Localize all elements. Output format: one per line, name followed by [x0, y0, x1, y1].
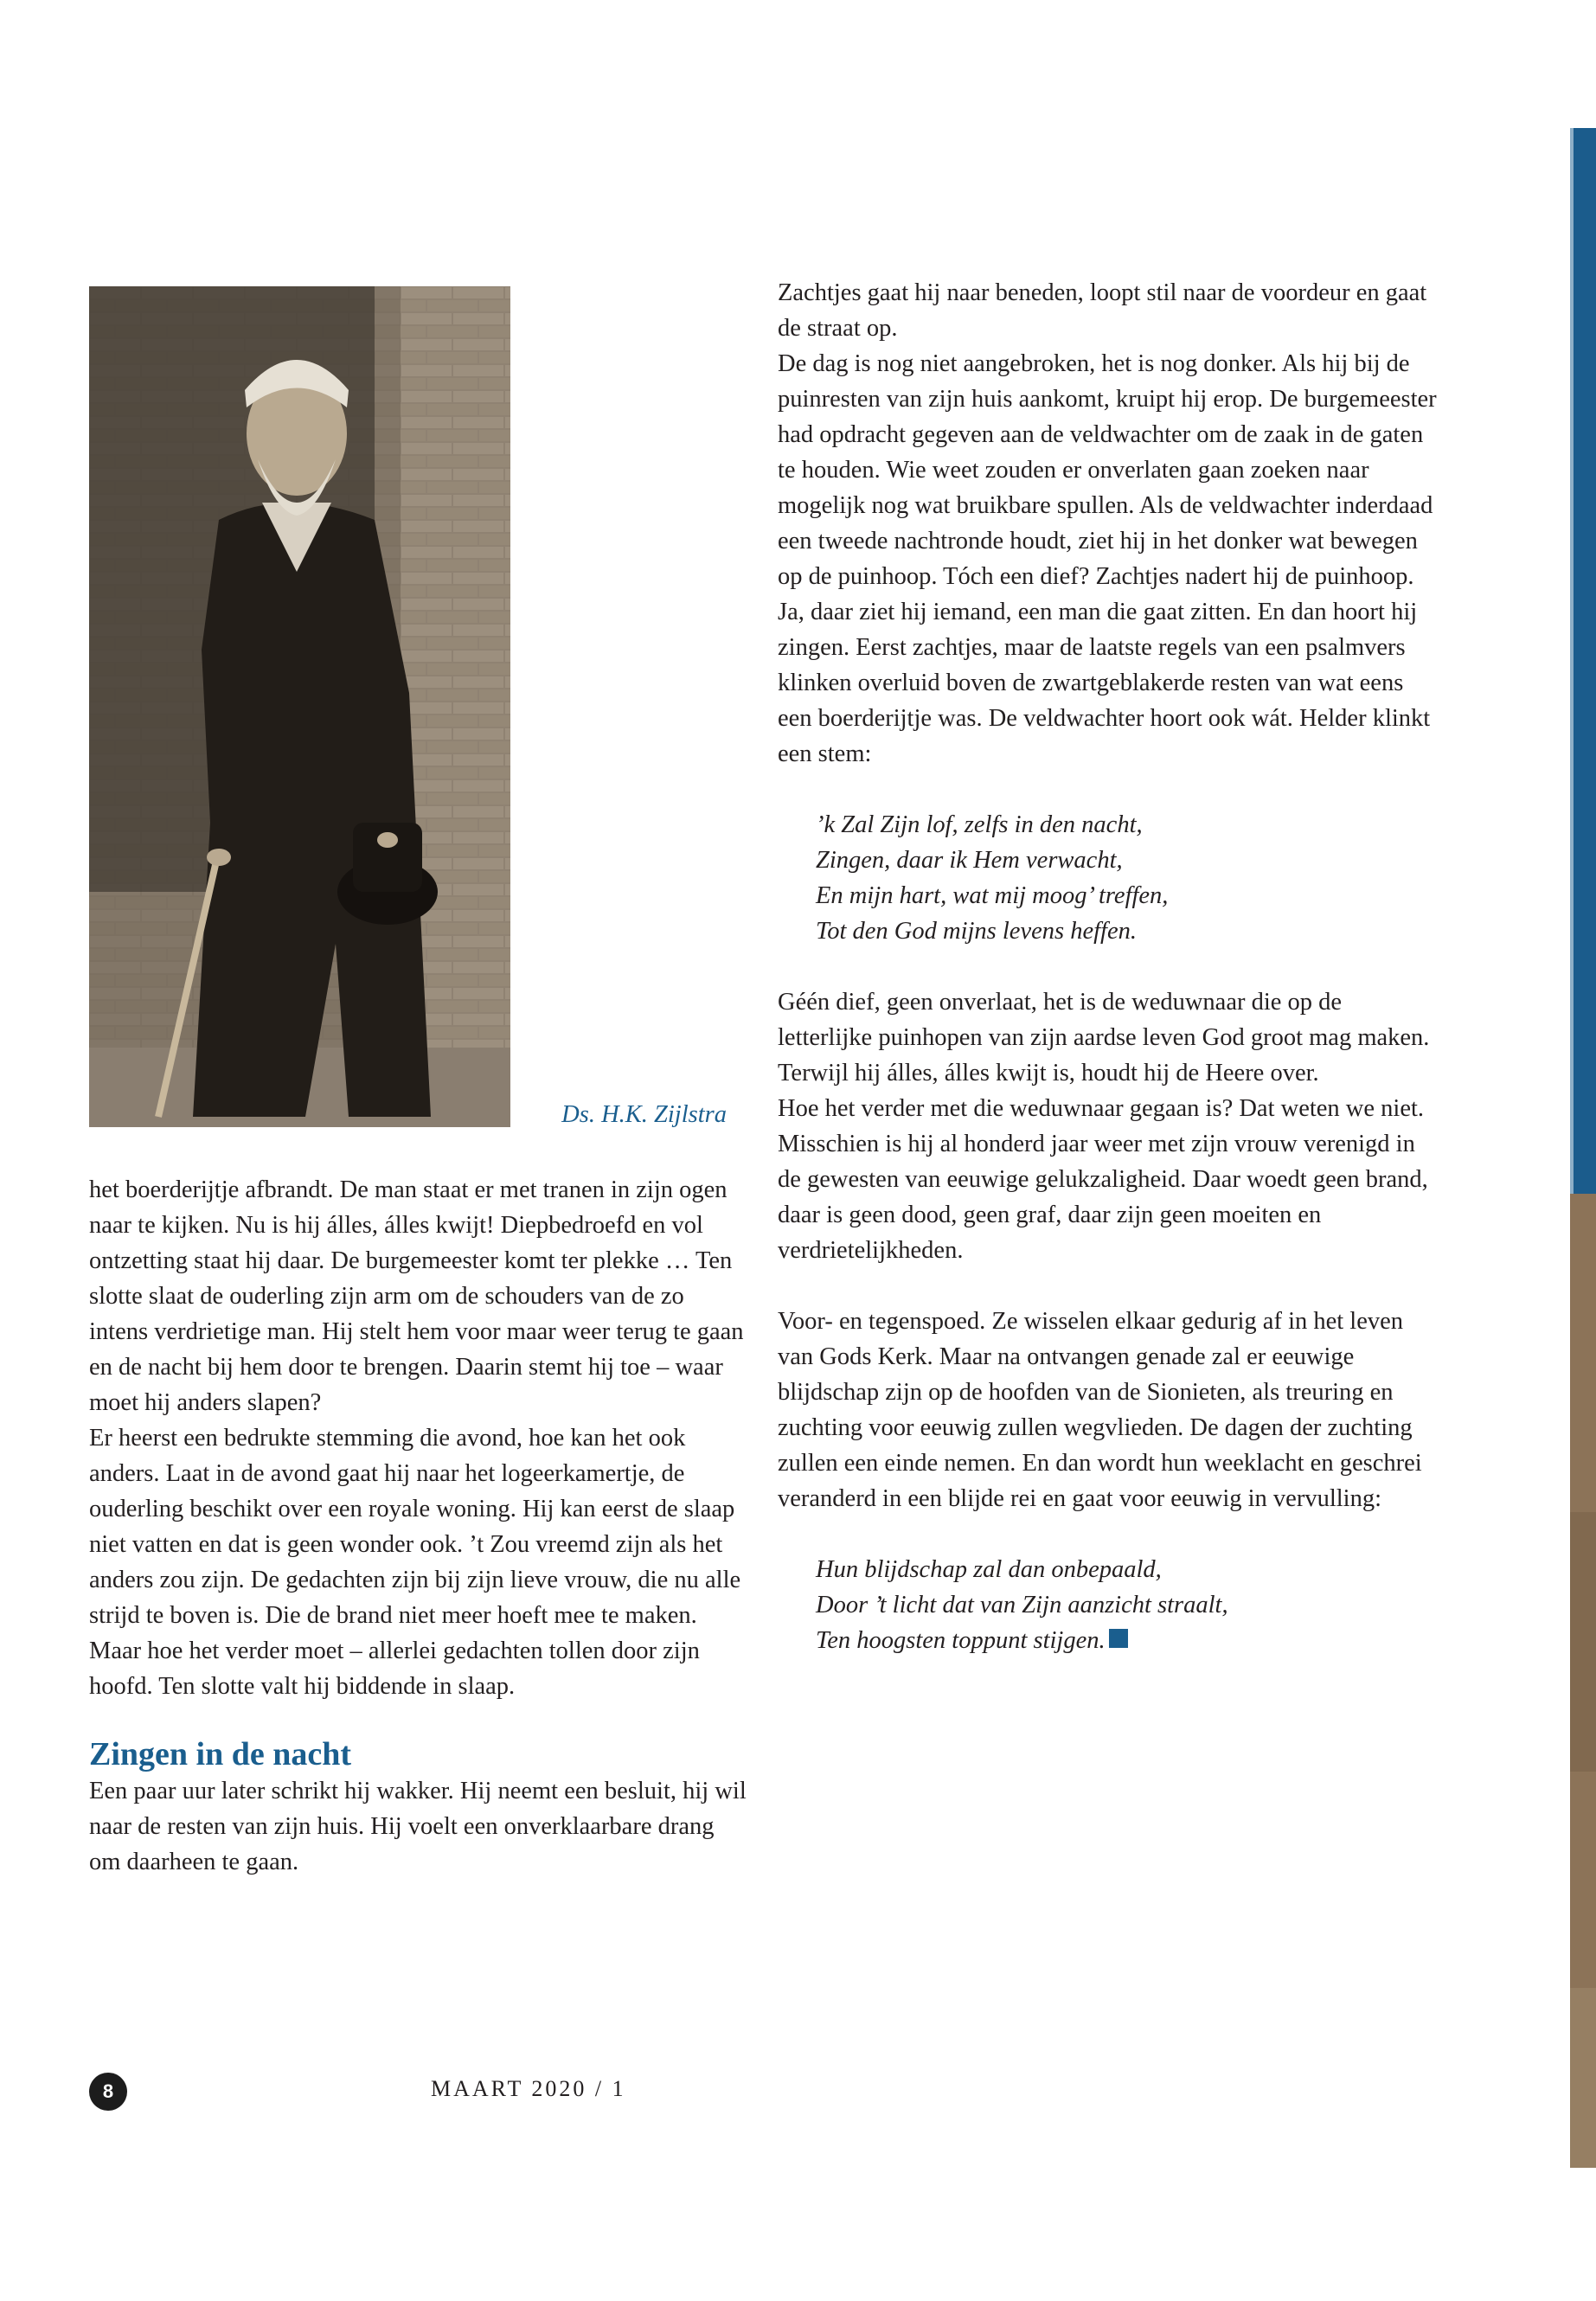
section-subheading: Zingen in de nacht	[89, 1736, 352, 1772]
poem-stanza-2	[778, 1552, 1437, 1658]
right-paragraph-1: Zachtjes gaat hij naar beneden, loopt stil naar de voordeur en gaat de straat op.	[778, 279, 1427, 342]
poem-line: Hun blijdschap zal dan onbepaald,	[816, 1556, 1162, 1583]
issue-label: MAART 2020 / 1	[431, 2076, 626, 2101]
page-edge-strip	[1570, 128, 1596, 2168]
poem-line: Door ’t licht dat van Zijn aanzicht straalt,	[816, 1592, 1228, 1618]
poem-line-text: Ten hoogsten toppunt stijgen.	[816, 1627, 1106, 1654]
right-paragraph-3: Géén dief, geen onverlaat, het is de weduwnaar die op de letterlijke puinhopen van zijn aardse leven God groot mag maken. Terwijl hij álles, álles kwijt is, houdt hij de Heere over.	[778, 989, 1430, 1086]
poem-line: Zingen, daar ik Hem verwacht,	[816, 847, 1123, 874]
left-paragraph-2: Er heerst een bedrukte stemming die avond, hoe kan het ook anders. Laat in de avond gaat hij naar het logeerkamertje, de ouderling beschikt over een royale woning. Hij kan eerst de slaap niet vatten en dat is geen wonder ook. ’t Zou vreemd zijn als het anders zou zijn. De gedachten zijn bij zijn lieve vrouw, die nu alle strijd te boven is. Die de brand niet meer hoeft mee te maken. Maar hoe het verder moet – allerlei gedachten tollen door zijn hoofd. Ten slotte valt hij biddende in slaap.	[89, 1425, 741, 1700]
poem-last-line	[816, 1623, 1437, 1658]
portrait-photo	[89, 286, 510, 1127]
end-mark-square-icon	[1109, 1629, 1128, 1648]
poem-line: Tot den God mijns levens heffen.	[816, 918, 1137, 945]
page-number-badge: 8	[89, 2073, 127, 2111]
left-paragraph-1: het boerderijtje afbrandt. De man staat er met tranen in zijn ogen naar te kijken. Nu is hij álles, álles kwijt! Diepbedroefd en vol ontzetting staat hij daar. De burgemeester komt ter plekke … Ten slotte slaat de ouderling zijn arm om de schouders van de zo intens verdrietige man. Hij stelt hem voor maar weer terug te gaan en de nacht bij hem door te brengen. Daarin stemt hij toe – waar moet hij anders slapen?	[89, 1176, 744, 1416]
photo-caption: Ds. H.K. Zijlstra	[561, 1101, 727, 1128]
portrait-illustration	[89, 286, 510, 1127]
poem-stanza-1	[778, 807, 1437, 949]
poem-line: En mijn hart, wat mij moog’ treffen,	[816, 882, 1169, 909]
left-paragraph-3: Een paar uur later schrikt hij wakker. Hij neemt een besluit, hij wil naar de resten van zijn huis. Hij voelt een onverklaarbare drang om daarheen te gaan.	[89, 1778, 747, 1875]
right-column	[778, 275, 1437, 1658]
right-paragraph-5: Voor- en tegenspoed. Ze wisselen elkaar gedurig af in het leven van Gods Kerk. Maar na ontvangen genade zal er eeuwige blijdschap zijn op de hoofden van de Sionieten, als treuring en zuchting voor eeuwig zullen wegvlieden. De dagen der zuchting zullen een einde nemen. En dan wordt hun weeklacht en geschrei veranderd in een blijde rei en gaat voor eeuwig in vervulling:	[778, 1308, 1422, 1512]
right-paragraph-2: De dag is nog niet aangebroken, het is nog donker. Als hij bij de puinresten van zijn huis aankomt, kruipt hij erop. De burgemeester had opdracht gegeven aan de veldwachter om de zaak in de gaten te houden. Wie weet zouden er onverlaten gaan zoeken naar mogelijk nog wat bruikbare spullen. Als de veldwachter inderdaad een tweede nachtronde houdt, ziet hij in het donker wat bewegen op de puinhoop. Tóch een dief? Zachtjes nadert hij de puinhoop. Ja, daar ziet hij iemand, een man die gaat zitten. En dan hoort hij zingen. Eerst zachtjes, maar de laatste regels van een psalmvers klinken overluid boven de zwartgeblakerde resten van wat eens een boerderijtje was. De veldwachter hoort ook wát. Helder klinkt een stem:	[778, 350, 1437, 767]
poem-line: ’k Zal Zijn lof, zelfs in den nacht,	[816, 811, 1143, 838]
left-column	[89, 1172, 748, 1880]
right-paragraph-4: Hoe het verder met die weduwnaar gegaan is? Dat weten we niet. Misschien is hij al honderd jaar weer met zijn vrouw verenigd in de gewesten van eeuwige gelukzaligheid. Daar woedt geen brand, daar is geen dood, geen graf, daar zijn geen moeiten en verdrietelijkheden.	[778, 1095, 1428, 1264]
